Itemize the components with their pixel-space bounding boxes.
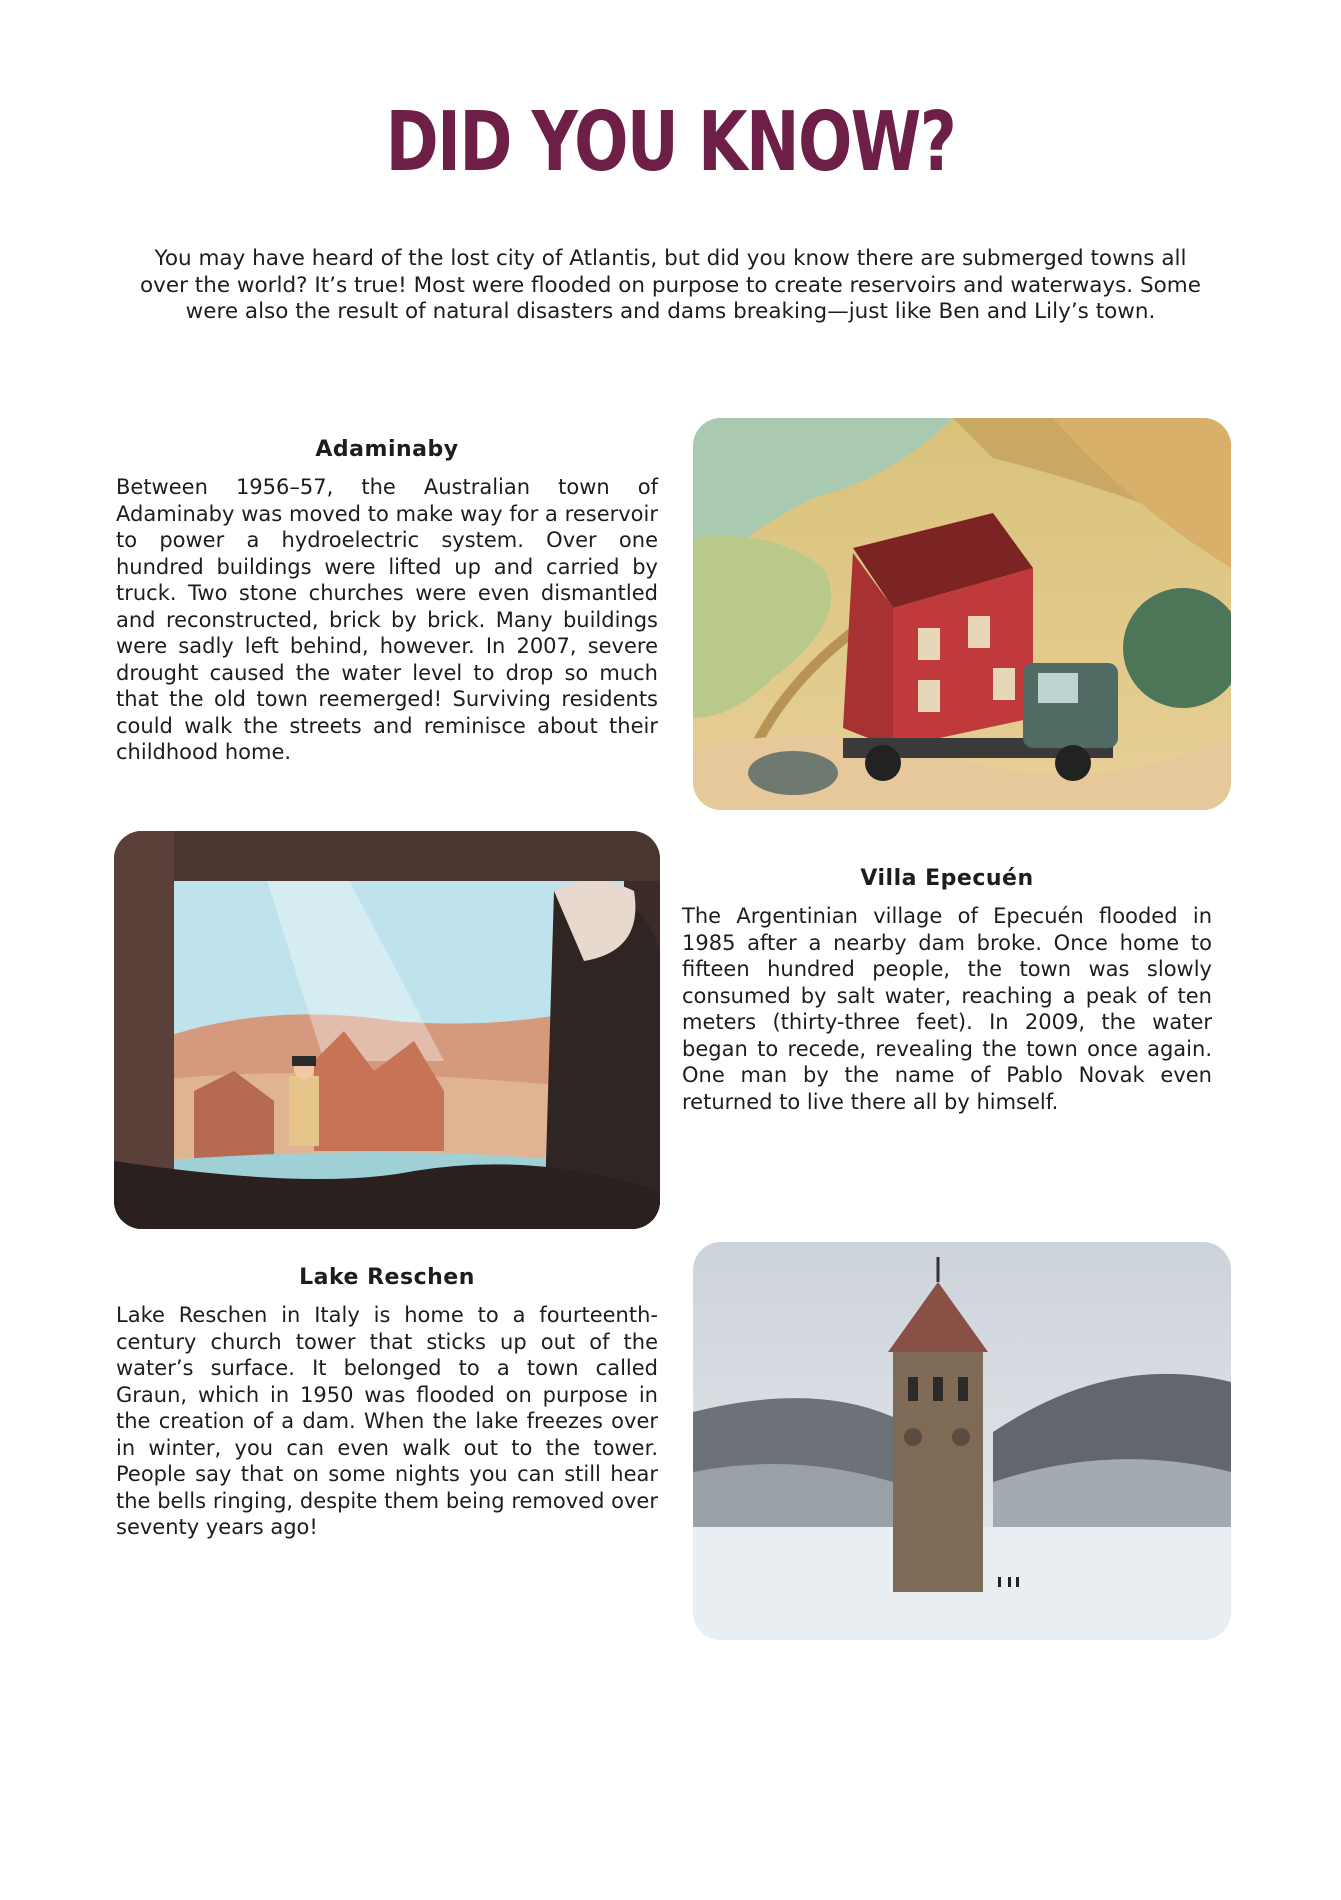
section-heading: Villa Epecuén xyxy=(860,866,1034,891)
section-reschen xyxy=(116,1265,658,1541)
page-title: DID YOU KNOW? xyxy=(385,95,956,190)
illustration-church-tower xyxy=(693,1242,1231,1640)
illustration-ruins xyxy=(114,831,660,1229)
illustration-house-on-truck xyxy=(693,418,1231,810)
section-body: Between 1956–57, the Australian town of Adaminaby was moved to make way for a reservoir to power a hydroelectric system. Over one hundred buildings were lifted up and carried by truck. Two stone churches were even dismantled and reconstructed, brick by brick. Many buildings were sadly left behind, however. In 2007, severe drought caused the water level to drop so much that the old town reemerged! Surviving residents could walk the streets and reminisce about their childhood home. xyxy=(116,475,658,764)
intro-paragraph: You may have heard of the lost city of Atlantis, but did you know there are submerged towns all over the world? It’s true! Most were flooded on purpose to create reservoirs and waterways. Some were also the result of natural disasters and dams breaking—just like Ben and Lily’s town. xyxy=(140,246,1201,324)
section-epecuen xyxy=(682,866,1212,1115)
section-body: Lake Reschen in Italy is home to a fourteenth-century church tower that sticks up out of the water’s surface. It belonged to a town called Graun, which in 1950 was flooded on purpose in the creation of a dam. When the lake freezes over in winter, you can even walk out to the tower. People say that on some nights you can still hear the bells ringing, despite them being removed over seventy years ago! xyxy=(116,1303,658,1539)
section-heading: Adaminaby xyxy=(315,437,459,462)
section-heading: Lake Reschen xyxy=(299,1265,475,1290)
section-adaminaby xyxy=(116,437,658,766)
section-body: The Argentinian village of Epecuén flooded in 1985 after a nearby dam broke. Once home to fifteen hundred people, the town was slowly consumed by salt water, reaching a peak of ten meters (thirty-three feet). In 2009, the water began to recede, revealing the town once again. One man by the name of Pablo Novak even returned to live there all by himself. xyxy=(682,904,1212,1114)
